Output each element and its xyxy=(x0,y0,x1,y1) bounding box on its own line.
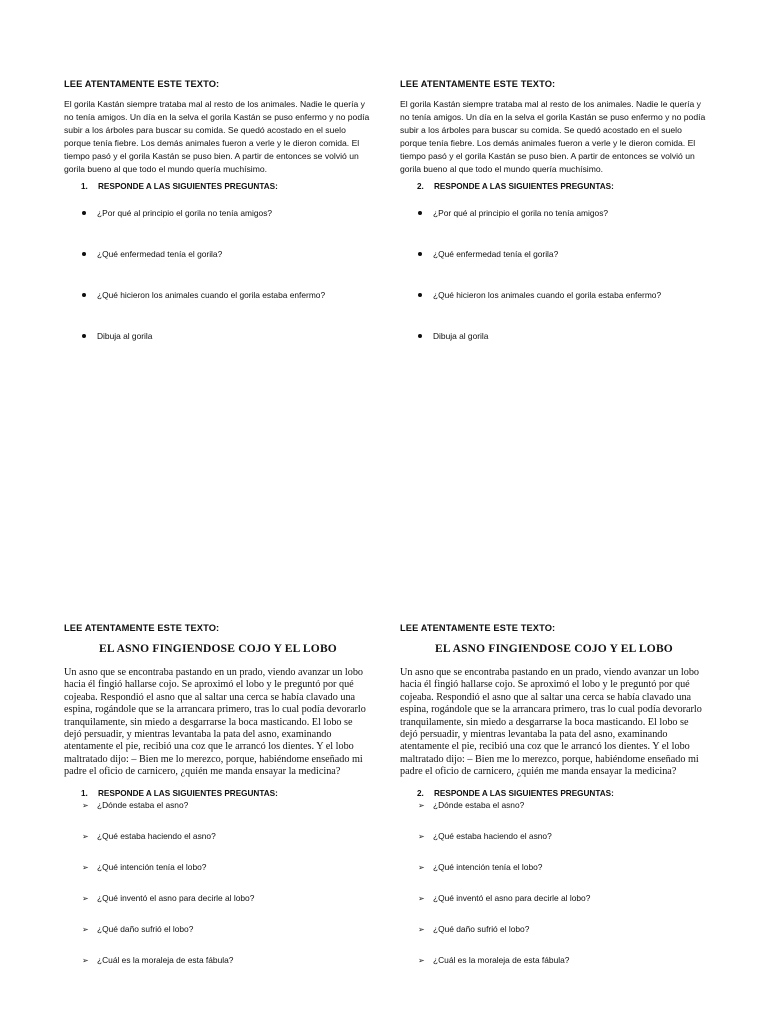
worksheet-asno-2 xyxy=(400,622,708,966)
list-item xyxy=(400,290,708,301)
questions-heading-label: RESPONDE A LAS SIGUIENTES PREGUNTAS: xyxy=(98,788,278,798)
bullet-dot-icon xyxy=(418,252,422,256)
list-item xyxy=(400,249,708,260)
list-item xyxy=(64,290,372,301)
list-item xyxy=(400,924,708,935)
arrow-bullet-icon: ➢ xyxy=(418,862,425,872)
questions-heading xyxy=(81,181,372,192)
section-heading: LEE ATENTAMENTE ESTE TEXTO: xyxy=(400,79,556,89)
question-text: ¿Qué intención tenía el lobo? xyxy=(97,861,207,872)
question-text: ¿Qué inventó el asno para decirle al lobo? xyxy=(97,892,255,903)
question-text: ¿Por qué al principio el gorila no tenía amigos? xyxy=(433,208,609,218)
list-item xyxy=(400,862,708,873)
worksheet-asno-1 xyxy=(64,622,372,966)
story-paragraph: El gorila Kastán siempre trataba mal al resto de los animales. Nadie le quería y no tenía amigos. Un día en la selva el gorila Kastán se puso enfermo y no podía subir a los árboles para buscar su comida. Se quedó acostado en el suelo porque tenía fiebre. Los demás animales fueron a verle y le dieron comida. El tiempo pasó y el gorila Kastán se puso bien. A partir de entonces se volvió un gorila bueno al que todo el mundo quería muchísimo. xyxy=(64,99,370,174)
list-item xyxy=(64,893,372,904)
question-text: ¿Qué hicieron los animales cuando el gorila estaba enfermo? xyxy=(97,290,326,300)
question-list xyxy=(400,800,708,966)
arrow-bullet-icon: ➢ xyxy=(82,924,89,934)
story-paragraph: El gorila Kastán siempre trataba mal al resto de los animales. Nadie le quería y no tenía amigos. Un día en la selva el gorila Kastán se puso enfermo y no podía subir a los árboles para buscar su comida. Se quedó acostado en el suelo porque tenía fiebre. Los demás animales fueron a verle y le dieron comida. El tiempo pasó y el gorila Kastán se puso bien. A partir de entonces se volvió un gorila bueno al que todo el mundo quería muchísimo. xyxy=(400,99,706,174)
arrow-bullet-icon: ➢ xyxy=(418,831,425,841)
question-text: ¿Qué enfermedad tenía el gorila? xyxy=(433,249,559,259)
bullet-dot-icon xyxy=(418,334,422,338)
question-text: ¿Por qué al principio el gorila no tenía amigos? xyxy=(97,208,273,218)
list-item xyxy=(400,800,708,811)
question-text: ¿Dónde estaba el asno? xyxy=(97,799,189,810)
list-item xyxy=(64,862,372,873)
list-item xyxy=(400,831,708,842)
section-heading: LEE ATENTAMENTE ESTE TEXTO: xyxy=(400,623,556,633)
bullet-dot-icon xyxy=(82,293,86,297)
question-text: ¿Qué intención tenía el lobo? xyxy=(433,861,543,872)
worksheet-gorila-1 xyxy=(64,78,372,342)
questions-heading-label: RESPONDE A LAS SIGUIENTES PREGUNTAS: xyxy=(434,182,614,191)
questions-heading-label: RESPONDE A LAS SIGUIENTES PREGUNTAS: xyxy=(98,182,278,191)
list-item xyxy=(64,831,372,842)
arrow-bullet-icon: ➢ xyxy=(418,893,425,903)
question-text: ¿Qué inventó el asno para decirle al lobo? xyxy=(433,892,591,903)
list-item xyxy=(400,893,708,904)
list-item xyxy=(400,955,708,966)
question-number: 1. xyxy=(81,788,88,798)
question-text: Dibuja al gorila xyxy=(97,331,153,341)
list-item xyxy=(64,924,372,935)
bullet-dot-icon xyxy=(82,252,86,256)
arrow-bullet-icon: ➢ xyxy=(82,862,89,872)
questions-heading-label: RESPONDE A LAS SIGUIENTES PREGUNTAS: xyxy=(434,788,614,798)
fable-paragraph: Un asno que se encontraba pastando en un prado, viendo avanzar un lobo hacia él fingió hallarse cojo. Se aproximó el lobo y le preguntó por qué cojeaba. Respondió el asno que al saltar una cerca se había clavado una espina, rogándole que se la arrancara primero, tras lo cual podía devorarlo tranquilamente, sin miedo a desgarrarse la boca masticando. El lobo se dejó persuadir, y mientras levantaba la pata del asno, examinando atentamente el pie, recibió una coz que le arrancó los dientes. Y el lobo maltratado dijo: – Bien me lo merezco, porque, habiéndome enseñado mi padre el oficio de carnicero, ¿quién me manda ensayar la medicina? xyxy=(400,667,702,778)
question-text: ¿Cuál es la moraleja de esta fábula? xyxy=(433,954,570,965)
worksheet-gorila-2 xyxy=(400,78,708,342)
questions-heading xyxy=(81,788,372,799)
list-item xyxy=(64,800,372,811)
arrow-bullet-icon: ➢ xyxy=(82,831,89,841)
fable-title: EL ASNO FINGIENDOSE COJO Y EL LOBO xyxy=(99,643,337,655)
list-item xyxy=(64,208,372,219)
question-text: ¿Qué daño sufrió el lobo? xyxy=(97,923,194,934)
question-text: Dibuja al gorila xyxy=(433,331,489,341)
section-heading: LEE ATENTAMENTE ESTE TEXTO: xyxy=(64,623,220,633)
list-item xyxy=(400,208,708,219)
arrow-bullet-icon: ➢ xyxy=(418,800,425,810)
list-item xyxy=(400,331,708,342)
question-number: 2. xyxy=(417,788,424,798)
question-list xyxy=(400,208,708,342)
bullet-dot-icon xyxy=(418,211,422,215)
question-list xyxy=(64,800,372,966)
section-heading: LEE ATENTAMENTE ESTE TEXTO: xyxy=(64,79,220,89)
arrow-bullet-icon: ➢ xyxy=(418,955,425,965)
question-text: ¿Qué daño sufrió el lobo? xyxy=(433,923,530,934)
question-text: ¿Qué enfermedad tenía el gorila? xyxy=(97,249,223,259)
bullet-dot-icon xyxy=(82,334,86,338)
arrow-bullet-icon: ➢ xyxy=(82,800,89,810)
questions-heading xyxy=(417,788,708,799)
arrow-bullet-icon: ➢ xyxy=(82,955,89,965)
fable-paragraph: Un asno que se encontraba pastando en un prado, viendo avanzar un lobo hacia él fingió hallarse cojo. Se aproximó el lobo y le preguntó por qué cojeaba. Respondió el asno que al saltar una cerca se había clavado una espina, rogándole que se la arrancara primero, tras lo cual podía devorarlo tranquilamente, sin miedo a desgarrarse la boca masticando. El lobo se dejó persuadir, y mientras levantaba la pata del asno, examinando atentamente el pie, recibió una coz que le arrancó los dientes. Y el lobo maltratado dijo: – Bien me lo merezco, porque, habiéndome enseñado mi padre el oficio de carnicero, ¿quién me manda ensayar la medicina? xyxy=(64,667,366,778)
list-item xyxy=(64,955,372,966)
question-number: 1. xyxy=(81,182,88,191)
question-text: ¿Qué estaba haciendo el asno? xyxy=(97,830,216,841)
question-list xyxy=(64,208,372,342)
arrow-bullet-icon: ➢ xyxy=(82,893,89,903)
arrow-bullet-icon: ➢ xyxy=(418,924,425,934)
bullet-dot-icon xyxy=(82,211,86,215)
question-number: 2. xyxy=(417,182,424,191)
fable-title: EL ASNO FINGIENDOSE COJO Y EL LOBO xyxy=(435,643,673,655)
bullet-dot-icon xyxy=(418,293,422,297)
question-text: ¿Qué hicieron los animales cuando el gorila estaba enfermo? xyxy=(433,290,662,300)
question-text: ¿Cuál es la moraleja de esta fábula? xyxy=(97,954,234,965)
list-item xyxy=(64,249,372,260)
question-text: ¿Qué estaba haciendo el asno? xyxy=(433,830,552,841)
question-text: ¿Dónde estaba el asno? xyxy=(433,799,525,810)
list-item xyxy=(64,331,372,342)
questions-heading xyxy=(417,181,708,192)
